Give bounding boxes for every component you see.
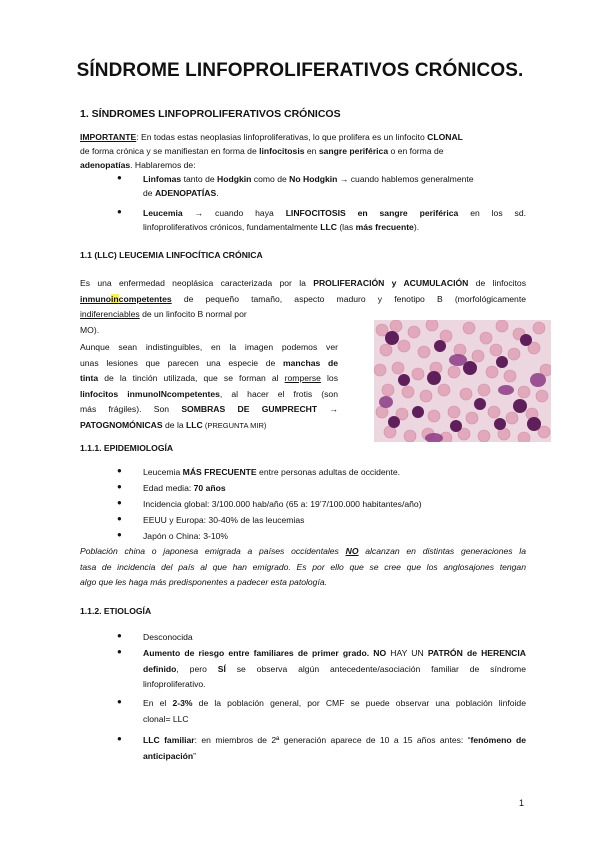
section-heading-etiologia: 1.1.2. ETIOLOGÍA: [80, 606, 152, 616]
list-item-epi-3: Incidencia global: 3/100.000 hab/año (65 a: 19’7/100.000 habitantes/año): [143, 499, 422, 509]
bullet-icon: ●: [117, 647, 122, 656]
section-heading-1-1: 1.1 (LLC) LEUCEMIA LINFOCÍTICA CRÓNICA: [80, 250, 263, 260]
list-item-epi-1: Leucemia MÁS FRECUENTE entre personas adultas de occidente.: [143, 467, 400, 477]
gumprecht-paragraph: Aunque sean indistinguibles, en la imagen podemos ver unas lesiones que parecen una especie de manchas de tinta de la tinción utilizada, que se forman al romperse los linfocitos inmunolNcompetentes, al hacer el frotis (son más frágiles). Son SOMBRAS DE GUMPRECHT → PATOGNOMÓNICAS de la LLC (PREGUNTA MIR): [80, 342, 338, 430]
page-number: 1: [519, 798, 525, 808]
epidemiology-note: Población china o japonesa emigrada a países occidentales NO alcanzan en distintas generaciones la tasa de incidencia del país al que han emigrado. Es por ello que se cree que los anglosajones tengan algo que les haga más predisponentes a padecer esta patología.: [80, 546, 526, 587]
list-item-leucemia: Leucemia → cuando haya LINFOCITOSIS en sangre periférica en los sd. linfoproliferativos crónicos, fundamentalmente LLC (las más frecuente).: [143, 208, 527, 233]
list-item-epi-2: Edad media: 70 años: [143, 483, 226, 493]
blood-smear-micrograph: [374, 320, 551, 442]
list-item-eti-1: Desconocida: [143, 632, 193, 642]
bullet-icon: ●: [117, 498, 122, 507]
bullet-icon: ●: [117, 466, 122, 475]
section-heading-1: 1. SÍNDROMES LINFOPROLIFERATIVOS CRÓNICOS: [80, 108, 341, 120]
blood-smear-image: [374, 320, 551, 442]
list-item-eti-4: LLC familiar: en miembros de 2ª generación aparece de 10 a 15 años antes: “fenómeno de anticipación”: [143, 735, 526, 761]
bullet-icon: ●: [117, 207, 122, 216]
bullet-icon: ●: [117, 530, 122, 539]
bullet-icon: ●: [117, 734, 122, 743]
intro-paragraph: IMPORTANTE: En todas estas neoplasias linfoproliferativas, lo que prolifera es un linfocito CLONAL de forma crónica y se manifiestan en forma de linfocitosis en sangre periférica o en forma de adenopatías. Hablaremos de:: [80, 132, 463, 171]
bullet-icon: ●: [117, 697, 122, 706]
section-heading-epidemiologia: 1.1.1. EPIDEMIOLOGÍA: [80, 443, 174, 453]
list-item-eti-2: Aumento de riesgo entre familiares de primer grado. NO HAY UN PATRÓN de HERENCIA definido, pero SÍ se observa algún antecedente/asociación familiar de síndrome linfoproliferativo.: [143, 648, 526, 689]
page-title: SÍNDROME LINFOPROLIFERATIVOS CRÓNICOS.: [76, 60, 524, 81]
bullet-icon: ●: [117, 631, 122, 640]
bullet-icon: ●: [117, 514, 122, 523]
list-item-epi-4: EEUU y Europa: 30-40% de las leucemias: [143, 515, 305, 525]
list-item-epi-5: Japón o China: 3-10%: [143, 531, 229, 541]
list-item-linfomas: Linfomas tanto de Hodgkin como de No Hodgkin → cuando hablemos generalmente de ADENOPATÍAS.: [143, 174, 474, 199]
list-item-eti-3: En el 2-3% de la población general, por CMF se puede observar una población linfoide clonal= LLC: [143, 698, 526, 724]
llc-definition-paragraph: Es una enfermedad neoplásica caracterizada por la PROLIFERACIÓN y ACUMULACIÓN de linfocitos inmunoincompetentes de pequeño tamaño, aspecto maduro y fenotipo B (morfológicamente indiferenciables de un linfocito B normal por MO).: [80, 278, 526, 335]
important-label: IMPORTANTE: [80, 132, 137, 142]
bullet-icon: ●: [117, 482, 122, 491]
bullet-icon: ●: [117, 173, 122, 182]
